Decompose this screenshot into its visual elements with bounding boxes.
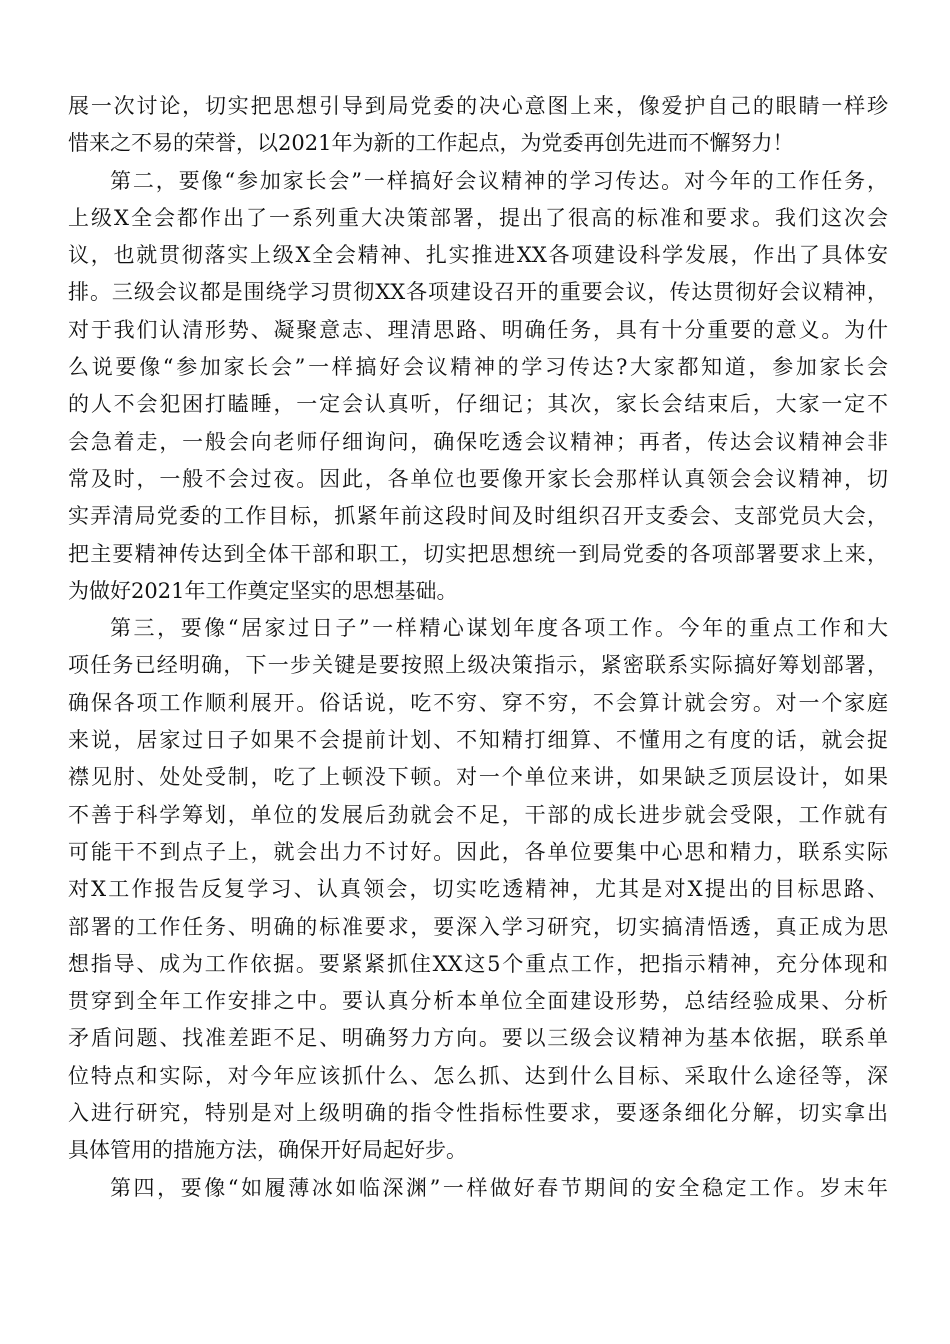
body-text [68,88,888,1207]
paragraph-first-line: 第三，要像“居家过日子”一样精心谋划年度各项工作。今年的重点工作和大 [110,616,888,641]
text-line: 为做好2021年工作奠定坚实的思想基础。 [68,578,458,603]
text-line: 入进行研究，特别是对上级明确的指令性指标性要求，要逐条细化分解，切实拿出 [68,1101,888,1126]
text-line: 贯穿到全年工作安排之中。要认真分析本单位全面建设形势，总结经验成果、分析 [68,989,888,1014]
text-line: 部署的工作任务、明确的标准要求，要深入学习研究，切实搞清悟透，真正成为思 [68,914,888,939]
text-line: 么说要像“参加家长会”一样搞好会议精神的学习传达?大家都知道，参加家长会 [68,355,888,380]
text-line: 矛盾问题、找准差距不足、明确努力方向。要以三级会议精神为基本依据，联系单 [68,1026,888,1051]
text-line: 想指导、成为工作依据。要紧紧抓住XX这5个重点工作，把指示精神，充分体现和 [68,951,888,976]
text-line: 对X工作报告反复学习、认真领会，切实吃透精神，尤其是对X提出的目标思路、 [68,877,888,902]
text-line: 位特点和实际，对今年应该抓什么、怎么抓、达到什么目标、采取什么途径等，深 [68,1063,888,1088]
text-line: 具体管用的措施方法，确保开好局起好步。 [68,1138,467,1163]
text-line: 惜来之不易的荣誉，以2021年为新的工作起点，为党委再创先进而不懈努力！ [68,131,794,156]
text-line: 上级X全会都作出了一系列重大决策部署，提出了很高的标准和要求。我们这次会 [68,205,888,230]
text-line: 对于我们认清形势、凝聚意志、理清思路、明确任务，具有十分重要的意义。为什 [68,317,888,342]
text-line: 常及时，一般不会过夜。因此，各单位也要像开家长会那样认真领会会议精神，切 [68,466,888,491]
text-line: 排。三级会议都是围绕学习贯彻XX各项建设召开的重要会议，传达贯彻好会议精神， [68,280,888,305]
text-line: 展一次讨论，切实把思想引导到局党委的决心意图上来，像爱护自己的眼睛一样珍 [68,94,888,118]
text-line: 襟见肘、处处受制，吃了上顿没下顿。对一个单位来讲，如果缺乏顶层设计，如果 [68,765,888,790]
text-line: 把主要精神传达到全体干部和职工，切实把思想统一到局党委的各项部署要求上来， [68,541,888,566]
text-line: 会急着走，一般会向老师仔细询问，确保吃透会议精神；再者，传达会议精神会非 [68,429,888,454]
text-line: 不善于科学筹划，单位的发展后劲就会不足，干部的成长进步就会受限，工作就有 [68,802,888,827]
text-line: 的人不会犯困打瞌睡，一定会认真听，仔细记；其次，家长会结束后，大家一定不 [68,392,888,417]
paragraph-first-line: 第四，要像“如履薄冰如临深渊”一样做好春节期间的安全稳定工作。岁末年 [110,1175,888,1200]
text-line: 来说，居家过日子如果不会提前计划、不知精打细算、不懂用之有度的话，就会捉 [68,728,888,753]
text-line: 可能干不到点子上，就会出力不讨好。因此，各单位要集中心思和精力，联系实际 [68,839,888,864]
text-line: 议，也就贯彻落实上级X全会精神、扎实推进XX各项建设科学发展，作出了具体安 [68,243,888,268]
text-line: 确保各项工作顺利展开。俗话说，吃不穷、穿不穷，不会算计就会穷。对一个家庭 [68,690,888,715]
text-line: 实弄清局党委的工作目标，抓紧年前这段时间及时组织召开支委会、支部党员大会， [68,504,888,529]
paragraph-first-line: 第二，要像“参加家长会”一样搞好会议精神的学习传达。对今年的工作任务， [110,168,888,193]
text-line: 项任务已经明确，下一步关键是要按照上级决策指示，紧密联系实际搞好筹划部署， [68,653,888,678]
